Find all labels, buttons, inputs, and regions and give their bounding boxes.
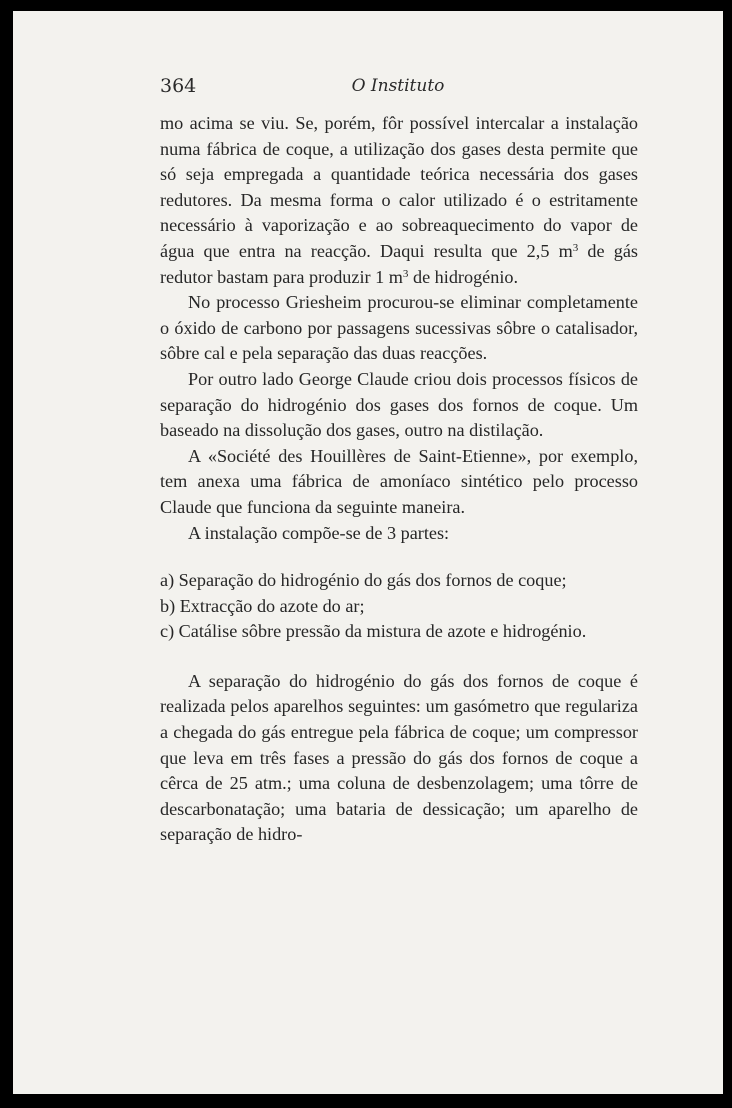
paragraph-5: A instalação compõe-se de 3 partes: — [188, 522, 450, 543]
superscript-cubic: 3 — [402, 267, 409, 280]
body-text — [160, 111, 638, 848]
list-item: b) Extracção do azote do ar; — [160, 595, 365, 616]
paragraph-4: A «Société des Houillères de Saint-Etienne», por exemplo, tem anexa uma fábrica de amoníaco sintético pelo processo Claude que funciona da seguinte maneira. — [160, 445, 638, 517]
scanned-page — [13, 11, 723, 1094]
paragraph-2: No processo Griesheim procurou-se eliminar completamente o óxido de carbono por passagens sucessivas sôbre o catalisador, sôbre cal e pela separação das duas reacções. — [160, 292, 638, 364]
paragraph-1-text-a: mo acima se viu. Se, porém, fôr possível intercalar a instalação numa fábrica de coque, a utilização dos gases desta permite que só seja empregada a quantidade teórica necessária dos gases redutores. Da mesma forma o calor utilizado é o estritamente necessário à vaporização e ao sobreaquecimento do vapor de água que entra na reacção. Daqui resulta que 2,5 m — [160, 113, 638, 261]
running-title: O Instituto — [351, 76, 445, 96]
parts-list — [160, 568, 638, 645]
paragraph-1-text-b: de gás redutor bastam para produzir 1 m — [160, 240, 638, 287]
list-item: c) Catálise sôbre pressão da mistura de azote e hidrogénio. — [160, 621, 587, 642]
paragraph-1-text-c: de hidrogénio. — [408, 266, 519, 287]
paragraph-3: Por outro lado George Claude criou dois processos físicos de separação do hidrogénio dos gases dos fornos de coque. Um baseado na dissolução dos gases, outro na distilação. — [160, 368, 638, 441]
paragraph-1 — [160, 111, 638, 290]
list-item: a) Separação do hidrogénio do gás dos fornos de coque; — [160, 570, 567, 591]
page-header — [160, 75, 636, 105]
superscript-cubic: 3 — [572, 241, 579, 254]
page-number: 364 — [160, 75, 197, 97]
paragraph-6: A separação do hidrogénio do gás dos fornos de coque é realizada pelos aparelhos seguintes: um gasómetro que regulariza a chegada do gás entregue pela fábrica de coque; um compressor que leva em três fases a pressão do gás dos fornos de coque a cêrca de 25 atm.; uma coluna de desbenzolagem; uma tôrre de descarbonatação; uma bataria de dessicação; um aparelho de separação de hidro- — [160, 670, 638, 845]
